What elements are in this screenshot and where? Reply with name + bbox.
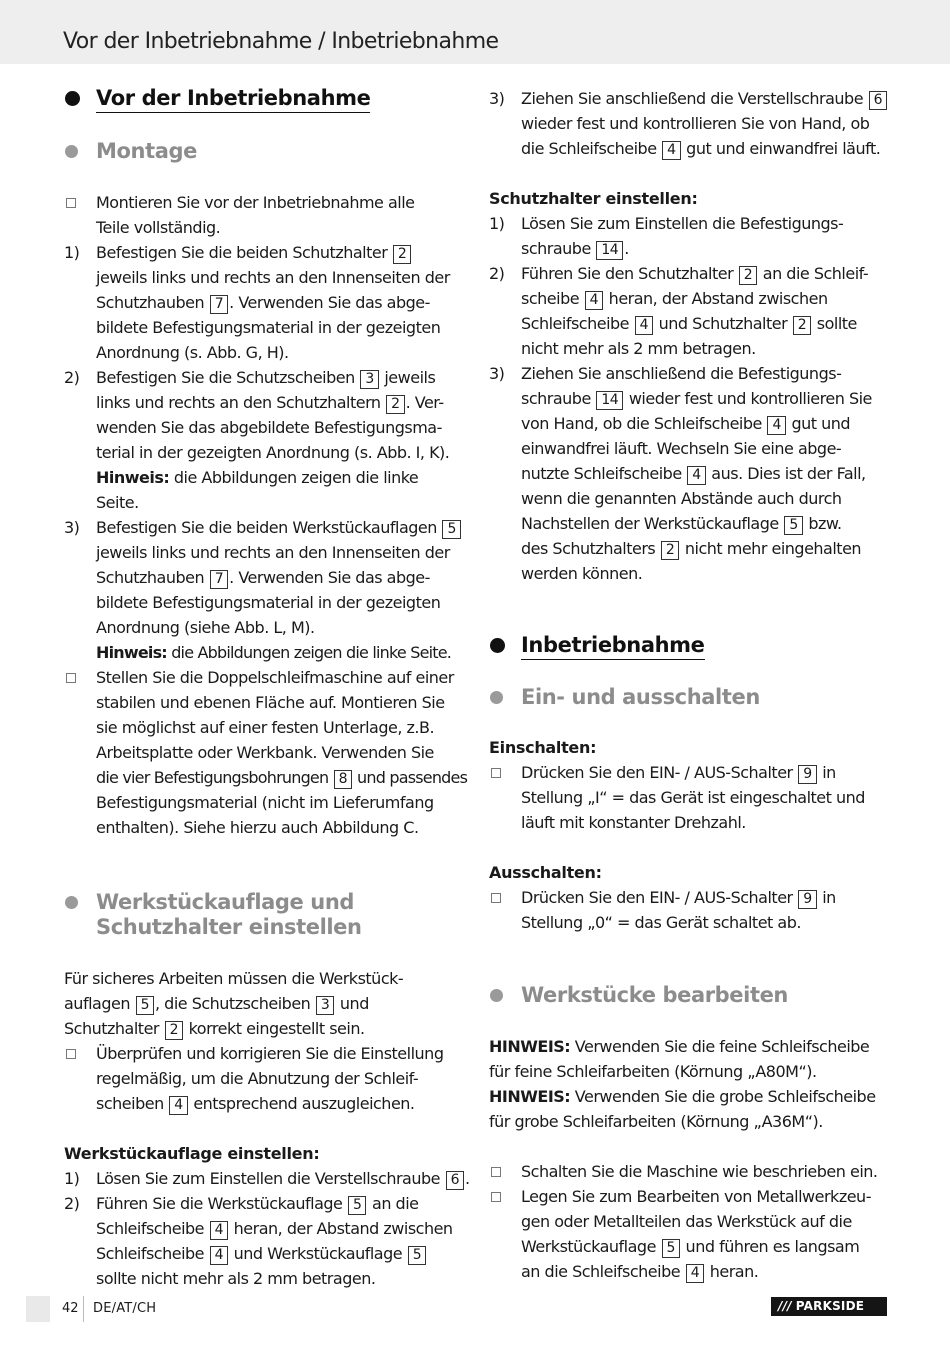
part-reference: 4 bbox=[686, 1264, 704, 1283]
section-heading-inbetriebnahme: Inbetriebnahme bbox=[489, 633, 889, 660]
hinweis-label: Hinweis: bbox=[96, 468, 170, 487]
list-item-step: 2) Befestigen Sie die Schutzscheiben 3 jeweils links und rechts an den Schutzhaltern 2 . Ver- wenden Sie das abgebildete Befestigungsma- terial in der gezeigten Anordnung (s. Abb. I, K). Hinweis: die Abbildungen zeigen die linke Seite. bbox=[64, 368, 450, 512]
part-reference: 4 bbox=[767, 416, 785, 435]
subheading-einschalten: Einschalten: bbox=[489, 738, 597, 757]
list-item-checkbox: Stellen Sie die Doppelschleifmaschine auf einer stabilen und ebenen Fläche auf. Montieren Sie sie möglichst auf einer festen Unterlage, z.B. Arbeitsplatte oder Werkbank. Verwenden Sie die vier Befestigungsbohrungen 8 und passendes Befestigungsmaterial (nicht im Lieferumfang enthalten). Siehe hierzu auch Abbildung C. bbox=[64, 665, 464, 840]
part-reference: 7 bbox=[210, 570, 228, 589]
part-reference: 6 bbox=[869, 91, 887, 110]
hinweis-label: HINWEIS: bbox=[489, 1037, 571, 1056]
part-reference: 9 bbox=[798, 765, 816, 784]
checkbox-bullet-icon bbox=[491, 1167, 501, 1177]
right-column bbox=[489, 86, 889, 1284]
list-item-step: 1) Lösen Sie zum Einstellen die Befestigungs- schraube 14 . bbox=[489, 214, 844, 258]
part-reference: 4 bbox=[662, 141, 680, 160]
part-reference: 5 bbox=[442, 520, 460, 539]
part-reference: 5 bbox=[662, 1239, 680, 1258]
list-item-step: 1) Lösen Sie zum Einstellen die Verstellschraube 6 . bbox=[64, 1169, 470, 1188]
list-item-step: 3) Befestigen Sie die beiden Werkstückauflagen 5 jeweils links und rechts an den Innenseiten der Schutzhauben 7 . Verwenden Sie das abge- bildete Befestigungsmaterial in der gezeigten Anordnung (siehe Abb. L, M). Hinweis: die Abbildungen zeigen die linke Seite. bbox=[64, 515, 464, 665]
part-reference: 3 bbox=[360, 370, 378, 389]
page-number: 42 bbox=[62, 1301, 79, 1316]
part-reference: 5 bbox=[784, 516, 802, 535]
subsection-heading-montage: Montage bbox=[64, 139, 464, 164]
list-item-checkbox: Schalten Sie die Maschine wie beschrieben ein. bbox=[489, 1159, 889, 1184]
part-reference: 7 bbox=[210, 295, 228, 314]
section-heading-vor-der-inbetriebnahme: Vor der Inbetriebnahme bbox=[64, 86, 464, 113]
hinweis-label: Hinweis: bbox=[96, 643, 167, 662]
checkbox-bullet-icon bbox=[66, 1049, 76, 1059]
list-item-step: 3) Ziehen Sie anschließend die Verstellschraube 6 wieder fest und kontrollieren Sie von Hand, ob die Schleifscheibe 4 gut und einwandfrei läuft. bbox=[489, 86, 889, 161]
checkbox-bullet-icon bbox=[491, 768, 501, 778]
subsection-heading-ein-und-ausschalten: Ein- und ausschalten bbox=[489, 685, 889, 710]
subheading-schutzhalter-einstellen: Schutzhalter einstellen: bbox=[489, 189, 698, 208]
logo-text: PARKSIDE bbox=[795, 1299, 865, 1313]
hinweis-paragraph: HINWEIS: Verwenden Sie die feine Schleifscheibe für feine Schleifarbeiten (Körnung „A80M“). HINWEIS: Verwenden Sie die grobe Schleifscheibe für grobe Schleifarbeiten (Körnung „A36M“). bbox=[489, 1037, 876, 1131]
part-reference: 8 bbox=[334, 770, 352, 789]
part-reference: 2 bbox=[165, 1021, 183, 1040]
part-reference: 4 bbox=[635, 316, 653, 335]
list-item-step: 2) Führen Sie die Werkstückauflage 5 an die Schleifscheibe 4 heran, der Abstand zwischen Schleifscheibe 4 und Werkstückauflage 5 sollte nicht mehr als 2 mm betragen. bbox=[64, 1194, 453, 1288]
part-reference: 2 bbox=[793, 316, 811, 335]
page-header bbox=[0, 0, 950, 64]
part-reference: 9 bbox=[798, 890, 816, 909]
part-reference: 2 bbox=[393, 245, 411, 264]
part-reference: 2 bbox=[739, 266, 757, 285]
part-reference: 6 bbox=[446, 1171, 464, 1190]
part-reference: 4 bbox=[687, 466, 705, 485]
list-item-checkbox: Drücken Sie den EIN- / AUS-Schalter 9 in Stellung „I“ = das Gerät ist eingeschaltet und läuft mit konstanter Drehzahl. bbox=[489, 760, 889, 835]
subheading-ausschalten: Ausschalten: bbox=[489, 863, 602, 882]
part-reference: 3 bbox=[316, 996, 334, 1015]
language-codes: DE/AT/CH bbox=[93, 1301, 157, 1316]
list-item-checkbox: Überprüfen und korrigieren Sie die Einstellung regelmäßig, um die Abnutzung der Schleif- scheiben 4 entsprechend auszugleichen. bbox=[64, 1041, 464, 1116]
list-item-checkbox: Drücken Sie den EIN- / AUS-Schalter 9 in Stellung „0“ = das Gerät schaltet ab. bbox=[489, 885, 889, 935]
part-reference: 4 bbox=[585, 291, 603, 310]
list-item-step: 2) Führen Sie den Schutzhalter 2 an die Schleif- scheibe 4 heran, der Abstand zwischen Schleifscheibe 4 und Schutzhalter 2 sollte nicht mehr als 2 mm betragen. bbox=[489, 264, 869, 358]
part-reference: 14 bbox=[596, 241, 623, 260]
part-reference: 5 bbox=[408, 1246, 426, 1265]
parkside-logo bbox=[771, 1297, 887, 1316]
list-item-checkbox: Legen Sie zum Bearbeiten von Metallwerkzeu- gen oder Metallteilen das Werkstück auf die Werkstückauflage 5 und führen es langsam an die Schleifscheibe 4 heran. bbox=[489, 1184, 889, 1284]
list-item-step: 3) Ziehen Sie anschließend die Befestigungs- schraube 14 wieder fest und kontrollieren Sie von Hand, ob die Schleifscheibe 4 gut und einwandfrei läuft. Wechseln Sie eine abge- nutzte Schleifscheibe 4 aus. Dies ist der Fall, wenn die genannten Abstände auch durch Nachstellen der Werkstückauflage 5 bzw. des Schutzhalters 2 nicht mehr eingehalten werden können. bbox=[489, 364, 872, 583]
part-reference: 2 bbox=[386, 395, 404, 414]
part-reference: 5 bbox=[348, 1196, 366, 1215]
checkbox-bullet-icon bbox=[491, 893, 501, 903]
list-item-step: 1) Befestigen Sie die beiden Schutzhalter 2 jeweils links und rechts an den Innenseiten der Schutzhauben 7 . Verwenden Sie das abge- bildete Befestigungsmaterial in der gezeigten Anordnung (s. Abb. G, H). bbox=[64, 243, 450, 362]
hinweis-label: HINWEIS: bbox=[489, 1087, 571, 1106]
checkbox-bullet-icon bbox=[66, 673, 76, 683]
logo-slash-icon: /// bbox=[778, 1299, 792, 1313]
part-reference: 4 bbox=[210, 1221, 228, 1240]
part-reference: 5 bbox=[136, 996, 154, 1015]
footer-tab-marker bbox=[26, 1296, 50, 1322]
footer-divider bbox=[83, 1296, 84, 1322]
page-title: Vor der Inbetriebnahme / Inbetriebnahme bbox=[63, 29, 499, 54]
checkbox-bullet-icon bbox=[66, 198, 76, 208]
list-item-checkbox: Montieren Sie vor der Inbetriebnahme alle Teile vollständig. bbox=[64, 190, 464, 240]
part-reference: 2 bbox=[661, 541, 679, 560]
intro-paragraph: Für sicheres Arbeiten müssen die Werkstück- auflagen 5 , die Schutzscheiben 3 und Schutzhalter 2 korrekt eingestellt sein. bbox=[64, 969, 404, 1038]
left-column bbox=[64, 86, 470, 1291]
checkbox-bullet-icon bbox=[491, 1192, 501, 1202]
part-reference: 4 bbox=[210, 1246, 228, 1265]
part-reference: 4 bbox=[169, 1096, 187, 1115]
subheading-werkstueckauflage-einstellen: Werkstückauflage einstellen: bbox=[64, 1144, 320, 1163]
subsection-heading-werkstueckauflage: Werkstückauflage und Schutzhalter einstellen bbox=[64, 890, 464, 940]
subsection-heading-werkstuecke-bearbeiten: Werkstücke bearbeiten bbox=[489, 983, 889, 1008]
part-reference: 14 bbox=[596, 391, 623, 410]
